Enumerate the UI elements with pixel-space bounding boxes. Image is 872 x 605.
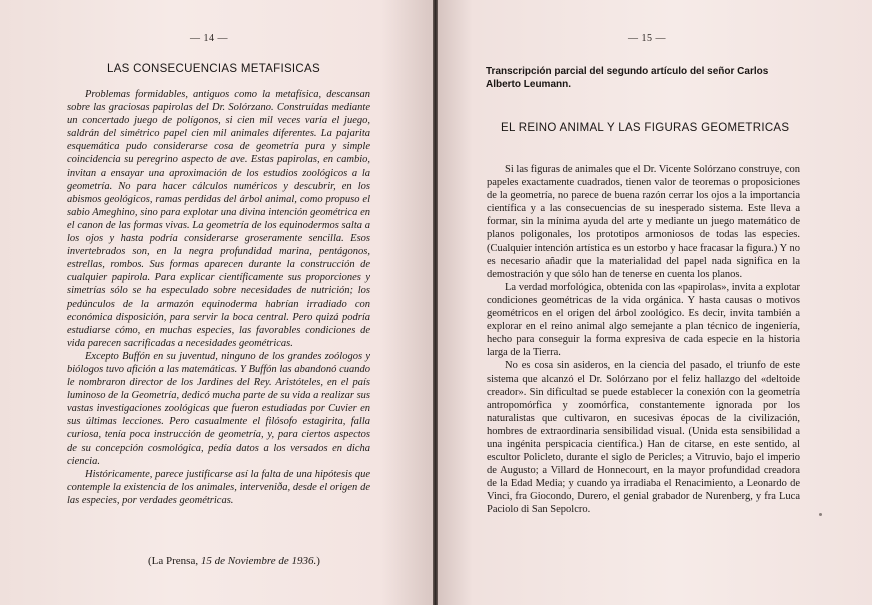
body-text: [487, 163, 800, 517]
citation-suffix: ): [316, 555, 320, 567]
section-heading: EL REINO ANIMAL Y LAS FIGURAS GEOMETRICAS: [501, 122, 790, 134]
paragraph: Problemas formidables, antiguos como la metafísica, descansan sobre las graciosas papirolas del Dr. Solórzano. Construídas mediante un concertado juego de polígonos, si cien mil veces varía el juego, saldrán del simétrico papel cien mil animales diferentes. La pajarita esquemática pudo considerarse cosa de geometría pura y simple coincidencia su peregrino aspecto de ave. Estas papirolas, en cambio, invitan a ensayar una aproximación de los estudios zoológicos a la geometría. No para hacer cálculos numéricos y descubrir, en los abismos geológicos, ramas perdidas del árbol animal, como propuso el sabio Ameghino, sino para explotar una divina intención geométrica en el canon de las formas vivas. La geometría de los equinodermos salta a los ojos y hasta podría considerarse groseramente sencilla. Esos invertebrados son, en la negra profundidad marina, pentágonos, estrellas, rombos. Sus formas aparecen durante la construcción de cualquier papirola. Para explicar científicamente sus proporciones y simetrías sólo se ha especulado sobre necesidades de nutrición; los pedúnculos de la armazón equinoderma habrían irradiado con económica disposición, para servir la boca central. Pero quizá podría estudiarse cómo, en muchas especies, las favorables condiciones de vida parecen sacrificadas a necesidades geométricas.: [67, 89, 370, 349]
section-heading: LAS CONSECUENCIAS METAFISICAS: [107, 63, 320, 75]
ink-speck: [819, 513, 822, 516]
left-page: [0, 0, 433, 605]
citation-prefix: (La Prensa,: [148, 555, 201, 567]
paragraph: Si las figuras de animales que el Dr. Vicente Solórzano construye, con papeles exactamente cuadrados, tienen valor de teoremas o proposiciones de la geometría, no parece de buena razón cerrar los ojos a la importancia científica y a las consecuencias de su inesperado sistema. Este lleva a formar, sin la mínima ayuda del arte y mediante un juego matemático de planos poligonales, los prototipos armoniosos de todas las especies. (Cualquier intención artística es un estorbo y hace fracasar la figura.) Y no es necesario añadir que la materialidad del papel nada significa en la demostración y que sólo han de tenerse en cuenta los planos.: [487, 164, 800, 280]
citation-date: 15 de Noviembre de 1936.: [200, 555, 317, 567]
body-text: [67, 88, 370, 507]
paragraph: Históricamente, parece justificarse así la falta de una hipótesis que contemple la existencia de los animales, interveniða, desde el origen de las especies, por verdades geométricas.: [67, 468, 370, 506]
page-number: — 15 —: [628, 33, 666, 44]
source-citation: [148, 555, 320, 567]
intro-note: Transcripción parcial del segundo artículo del señor Carlos Alberto Leumann.: [486, 66, 769, 90]
page-number: — 14 —: [190, 33, 228, 44]
paragraph: Excepto Buffón en su juventud, ninguno de los grandes zoólogos y biólogos tuvo afición a las matemáticas. Y Buffón las abandonó cuando le nombraron director de los Jardines del Rey. Aristóteles, en el país luminoso de la Geometría, dedicó mucha parte de su vida a realizar sus vastas investigaciones zoológicas que fueron estudiadas por Cuvier en sus últimas lecciones. Pero casualmente el filósofo estagirita, falla curiosa, tenía poca instrucción de geometría, y, para ciertos aspectos de su concepción cosmológica, pedía datos a los versados en dicha ciencia.: [67, 350, 370, 467]
right-page: [438, 0, 872, 605]
paragraph: No es cosa sin asideros, en la ciencia del pasado, el triunfo de este sistema que alcanzó el Dr. Solórzano por el feliz hallazgo del «deltoide creador». Sin dificultad se puede establecer la conexión con la geometría antropomórfica y zoomórfica, constantemente ignorada por los naturalistas que cultivaron, en sucesivas épocas de la civilización, hombres de extraordinaria sensibilidad visual. (Unida esta sensibilidad a una ingénita perspicacia científica.) Han de citarse, en este sentido, al escultor Policleto, durante el siglo de Pericles; a Vitruvio, bajo el imperio de Augusto; a Villard de Honnecourt, en la mayor profundidad creadora de la Edad Media; y cuando ya irradiaba el Renacimiento, a Leonardo de Vinci, fra Giocondo, Durero, el genial grabador de Nurenberg, y fra Luca Paciolo di San Sepolcro.: [487, 360, 800, 516]
paragraph: La verdad morfológica, obtenida con las «papirolas», invita a explotar condiciones geométricas de la vida orgánica. Y hasta causas o motivos geométricos en el origen del árbol zoológico. Es decir, invita también a explorar en el reino animal algo semejante a plan técnico de ingeniería, hecho para conseguir la forma expresiva de cada especie en la historia larga de la Tierra.: [487, 281, 800, 359]
